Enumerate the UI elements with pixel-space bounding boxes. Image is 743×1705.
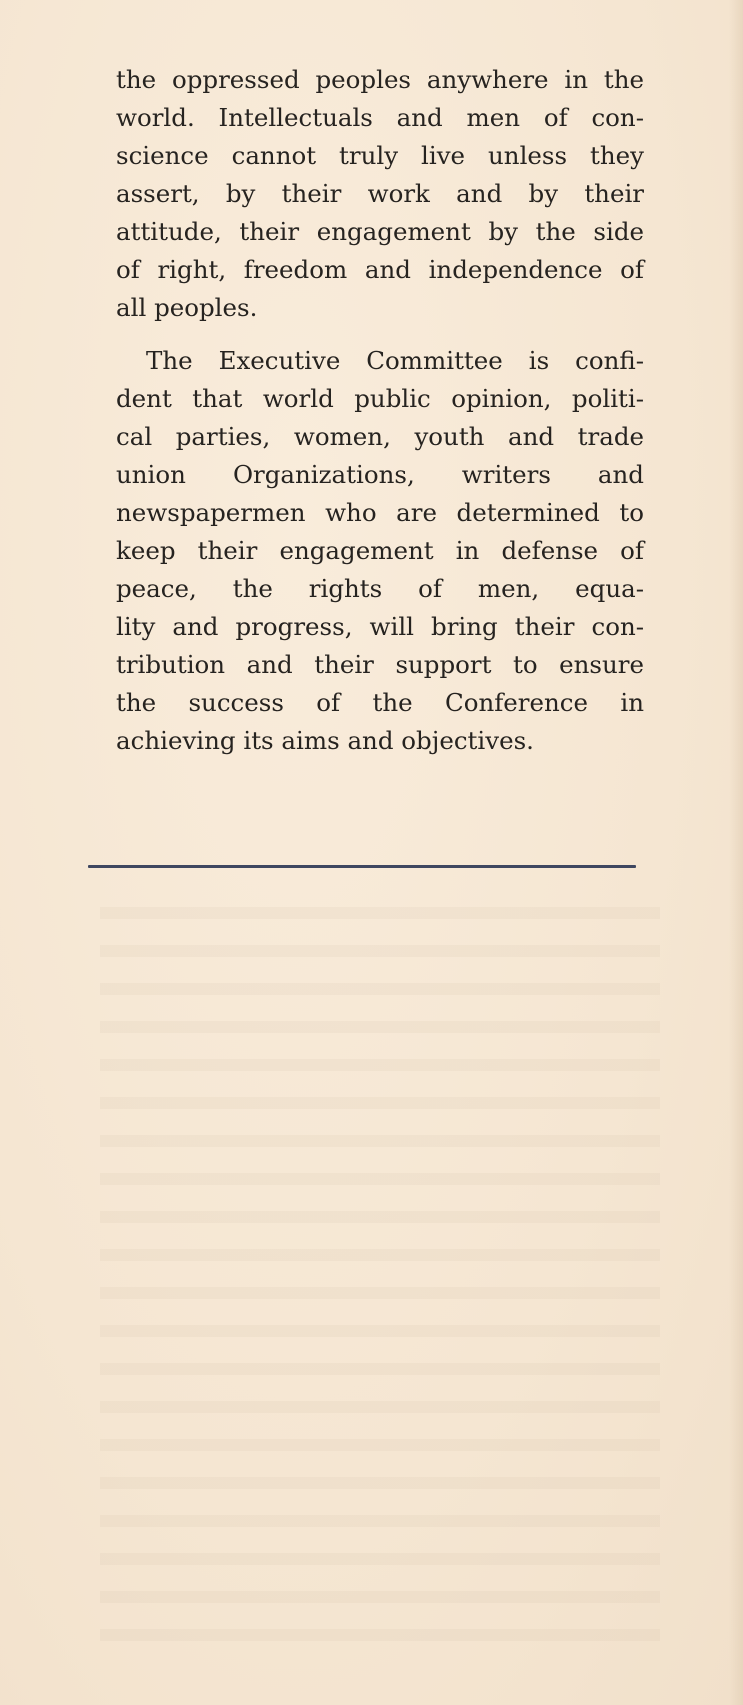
page-edge-shadow [729, 0, 743, 1705]
paragraph-1-line: science cannot truly live unless they [116, 141, 644, 170]
paragraph-2-line: The Executive Committee is confi- [146, 346, 644, 375]
paragraph-2-line: dent that world public opinion, politi- [116, 384, 644, 413]
paragraph-2-line: lity and progress, will bring their con- [116, 612, 644, 641]
paragraph-2-line: keep their engagement in defense of [116, 536, 644, 565]
paragraph-2-line: the success of the Conference in [116, 688, 644, 717]
paragraph-1-line: attitude, their engagement by the side [116, 217, 644, 246]
paragraph-2-line: peace, the rights of men, equa- [116, 574, 644, 603]
section-divider-rule [88, 865, 636, 868]
paragraph-1-line: all peoples. [116, 293, 258, 322]
paragraph-2-line: union Organizations, writers and [116, 460, 644, 489]
paragraph-2-line: newspapermen who are determined to [116, 498, 644, 527]
paragraph-1-line: assert, by their work and by their [116, 179, 644, 208]
show-through-texture [100, 885, 660, 1665]
paragraph-2-line: achieving its aims and objectives. [116, 726, 534, 755]
paragraph-2-line: cal parties, women, youth and trade [116, 422, 644, 451]
paragraph-1-line: of right, freedom and independence of [116, 255, 644, 284]
paragraph-2 [116, 342, 644, 760]
paragraph-1-line: the oppressed peoples anywhere in the [116, 65, 644, 94]
paragraph-1 [116, 61, 644, 327]
paragraph-1-line: world. Intellectuals and men of con- [116, 103, 644, 132]
paragraph-2-line: tribution and their support to ensure [116, 650, 644, 679]
